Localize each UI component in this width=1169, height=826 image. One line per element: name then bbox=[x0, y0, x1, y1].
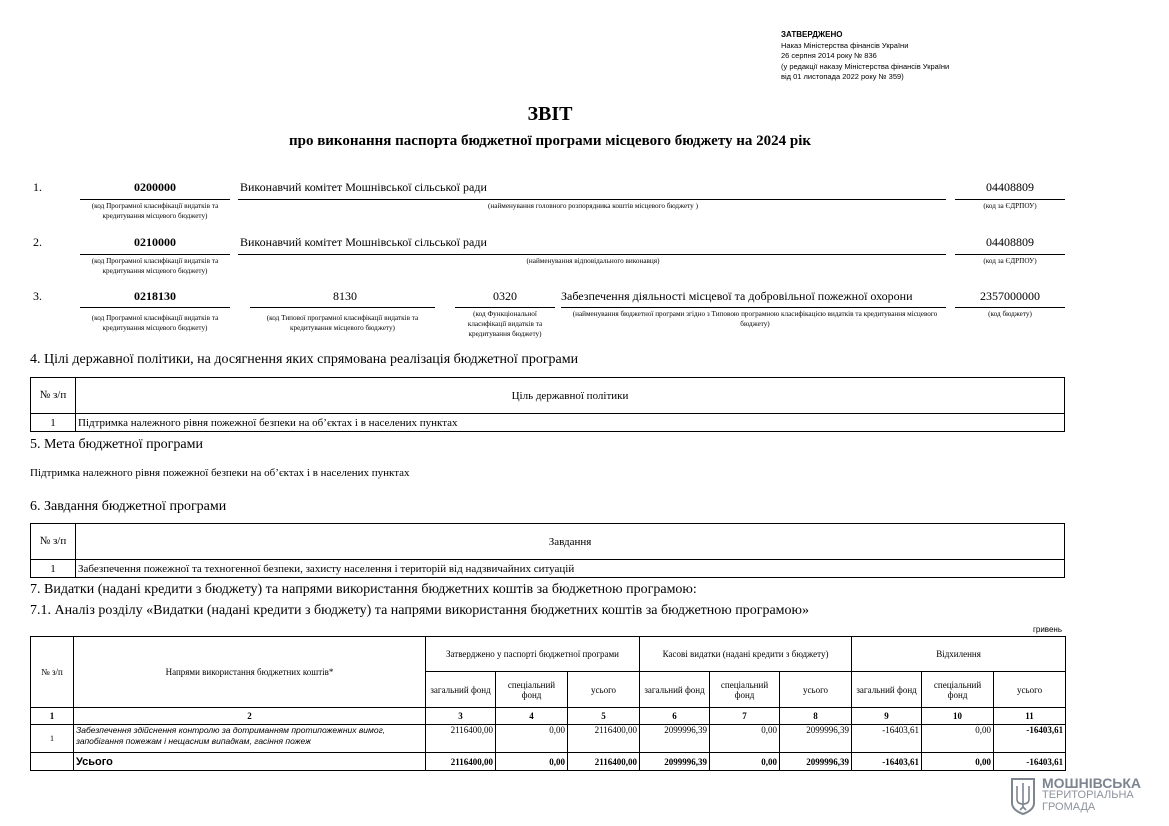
approval-line: (у редакції наказу Міністерства фінансів України bbox=[781, 61, 950, 71]
underline bbox=[955, 307, 1065, 308]
total-value: -16403,61 bbox=[852, 753, 922, 771]
approval-stamp bbox=[781, 30, 949, 83]
underline bbox=[80, 307, 230, 308]
section-heading: 5. Мета бюджетної програми bbox=[30, 437, 203, 452]
header-approved: Затверджено у паспорті бюджетної програми bbox=[426, 637, 640, 672]
header-task: Завдання bbox=[76, 524, 1065, 560]
caption: (найменування відповідального виконавця) bbox=[526, 257, 660, 265]
cell-value: -16403,61 bbox=[852, 725, 922, 753]
total-value: 0,00 bbox=[496, 753, 568, 771]
col-num: 5 bbox=[568, 708, 640, 725]
underline bbox=[250, 307, 435, 308]
program-goal-text: Підтримка належного рівня пожежної безпеки на об’єктах і в населених пунктах bbox=[30, 467, 410, 479]
col-num: 10 bbox=[922, 708, 994, 725]
watermark-line: ТЕРИТОРІАЛЬНА bbox=[1042, 789, 1134, 801]
section-heading: 4. Цілі державної політики, на досягнення яких спрямована реалізація бюджетної програми bbox=[30, 352, 579, 367]
underline bbox=[955, 254, 1065, 255]
typical-code: 8130 bbox=[333, 289, 357, 303]
policy-goals-table bbox=[30, 377, 1065, 432]
col-num: 2 bbox=[74, 708, 426, 725]
edrpou-code: 04408809 bbox=[986, 235, 1034, 249]
col-num: 9 bbox=[852, 708, 922, 725]
caption: (код Типової програмної класифікації видатків та кредитування місцевого бюджету) bbox=[266, 314, 419, 332]
unit-label: гривень bbox=[1032, 625, 1062, 634]
cell-value: 2116400,00 bbox=[568, 725, 640, 753]
total-value: 2116400,00 bbox=[426, 753, 496, 771]
total-empty bbox=[31, 753, 74, 771]
cell-value: 0,00 bbox=[710, 725, 780, 753]
underline bbox=[80, 199, 230, 200]
header-direction: Напрями використання бюджетних коштів* bbox=[74, 637, 426, 708]
row-num: 1 bbox=[31, 414, 76, 432]
cell-value: 2099996,39 bbox=[780, 725, 852, 753]
row-text: Підтримка належного рівня пожежної безпеки на об’єктах і в населених пунктах bbox=[76, 414, 1065, 432]
community-watermark bbox=[1010, 775, 1160, 819]
total-value: -16403,61 bbox=[994, 753, 1066, 771]
row-number: 3. bbox=[33, 289, 42, 303]
header-goal: Ціль державної політики bbox=[76, 378, 1065, 414]
underline bbox=[238, 254, 946, 255]
row-number: 1. bbox=[33, 180, 42, 194]
underline bbox=[455, 307, 555, 308]
expenditures-table bbox=[30, 636, 1066, 771]
header-num: № з/п bbox=[31, 637, 74, 708]
program-code: 0218130 bbox=[134, 289, 176, 303]
total-value: 0,00 bbox=[710, 753, 780, 771]
caption: (код Програмної класифікації видатків та кредитування місцевого бюджету) bbox=[91, 202, 219, 220]
header-cash: Касові видатки (надані кредити з бюджету) bbox=[640, 637, 852, 672]
edrpou-code: 04408809 bbox=[986, 180, 1034, 194]
underline bbox=[238, 199, 946, 200]
caption: (код Програмної класифікації видатків та кредитування місцевого бюджету) bbox=[91, 257, 219, 275]
cell-value: -16403,61 bbox=[994, 725, 1066, 753]
watermark-line: ГРОМАДА bbox=[1042, 801, 1096, 813]
header-general: загальний фонд bbox=[426, 672, 496, 708]
caption: (код Програмної класифікації видатків та кредитування місцевого бюджету) bbox=[91, 314, 219, 332]
functional-code: 0320 bbox=[493, 289, 517, 303]
cell-value: 0,00 bbox=[922, 725, 994, 753]
section-heading: 7.1. Аналіз розділу «Видатки (надані кредити з бюджету) та напрями використання бюджетних коштів за бюджетною програмою» bbox=[30, 603, 810, 618]
watermark-line: МОШНІВСЬКА bbox=[1042, 775, 1142, 791]
table-row bbox=[31, 560, 1065, 578]
approval-line: від 01 листопада 2022 року № 359) bbox=[781, 72, 904, 81]
approval-title: ЗАТВЕРДЖЕНО bbox=[781, 30, 843, 39]
tasks-table bbox=[30, 523, 1065, 578]
cell-value: 2116400,00 bbox=[426, 725, 496, 753]
header-general: загальний фонд bbox=[852, 672, 922, 708]
row-num: 1 bbox=[31, 725, 74, 753]
program-code: 0200000 bbox=[134, 180, 176, 194]
cell-value: 0,00 bbox=[496, 725, 568, 753]
caption: (код за ЄДРПОУ) bbox=[983, 202, 1037, 210]
underline bbox=[955, 199, 1065, 200]
page-subtitle: про виконання паспорта бюджетної програми місцевого бюджету на 2024 рік bbox=[288, 133, 812, 149]
caption: (код Функціональної класифікації видатків та кредитування бюджету) bbox=[467, 310, 543, 338]
caption: (найменування бюджетної програми згідно з Типовою програмною класифікацією видатків та кредитування місцевого бюджету) bbox=[572, 310, 938, 328]
caption: (код бюджету) bbox=[988, 310, 1032, 318]
header-general: загальний фонд bbox=[640, 672, 710, 708]
col-num: 3 bbox=[426, 708, 496, 725]
approval-line: 26 серпня 2014 року № 836 bbox=[781, 51, 877, 60]
total-value: 2116400,00 bbox=[568, 753, 640, 771]
program-code: 0210000 bbox=[134, 235, 176, 249]
row-num: 1 bbox=[31, 560, 76, 578]
col-num: 7 bbox=[710, 708, 780, 725]
page-title: ЗВІТ bbox=[527, 103, 573, 125]
col-num: 4 bbox=[496, 708, 568, 725]
header-total: усього bbox=[780, 672, 852, 708]
table-row bbox=[31, 725, 1066, 753]
total-value: 2099996,39 bbox=[780, 753, 852, 771]
section-heading: 7. Видатки (надані кредити з бюджету) та напрями використання бюджетних коштів за бюджетною програмою: bbox=[30, 582, 697, 597]
cell-value: 2099996,39 bbox=[640, 725, 710, 753]
total-label: Усього bbox=[74, 753, 426, 771]
caption: (найменування головного розпорядника коштів місцевого бюджету ) bbox=[488, 202, 698, 210]
table-row bbox=[31, 414, 1065, 432]
col-num: 11 bbox=[994, 708, 1066, 725]
trident-emblem-icon bbox=[1010, 777, 1036, 815]
header-num: № з/п bbox=[31, 378, 76, 414]
budget-code: 2357000000 bbox=[980, 289, 1040, 303]
col-num: 1 bbox=[31, 708, 74, 725]
column-numbers-row bbox=[31, 708, 1066, 725]
header-special: спеціальний фонд bbox=[922, 672, 994, 708]
total-value: 2099996,39 bbox=[640, 753, 710, 771]
caption: (код за ЄДРПОУ) bbox=[983, 257, 1037, 265]
header-num: № з/п bbox=[31, 524, 76, 560]
approval-line: Наказ Міністерства фінансів України bbox=[781, 40, 909, 50]
row-direction: Забезпечення здійснення контролю за дотриманням протипожежних вимог, запобігання пожежам і нещасним випадкам, гасіння пожеж bbox=[74, 725, 426, 753]
section-heading: 6. Завдання бюджетної програми bbox=[30, 499, 227, 514]
header-special: спеціальний фонд bbox=[710, 672, 780, 708]
col-num: 6 bbox=[640, 708, 710, 725]
header-special: спеціальний фонд bbox=[496, 672, 568, 708]
manager-name: Виконавчий комітет Мошнівської сільської ради bbox=[240, 180, 487, 194]
underline bbox=[561, 307, 946, 308]
row-text: Забезпечення пожежної та техногенної безпеки, захисту населення і територій від надзвичайних ситуацій bbox=[76, 560, 1065, 578]
header-deviation: Відхилення bbox=[852, 637, 1066, 672]
header-total: усього bbox=[568, 672, 640, 708]
header-total: усього bbox=[994, 672, 1066, 708]
underline bbox=[80, 254, 230, 255]
col-num: 8 bbox=[780, 708, 852, 725]
executor-name: Виконавчий комітет Мошнівської сільської ради bbox=[240, 235, 487, 249]
total-value: 0,00 bbox=[922, 753, 994, 771]
row-number: 2. bbox=[33, 235, 42, 249]
total-row bbox=[31, 753, 1066, 771]
program-name: Забезпечення діяльності місцевої та добровільної пожежної охорони bbox=[561, 289, 913, 303]
